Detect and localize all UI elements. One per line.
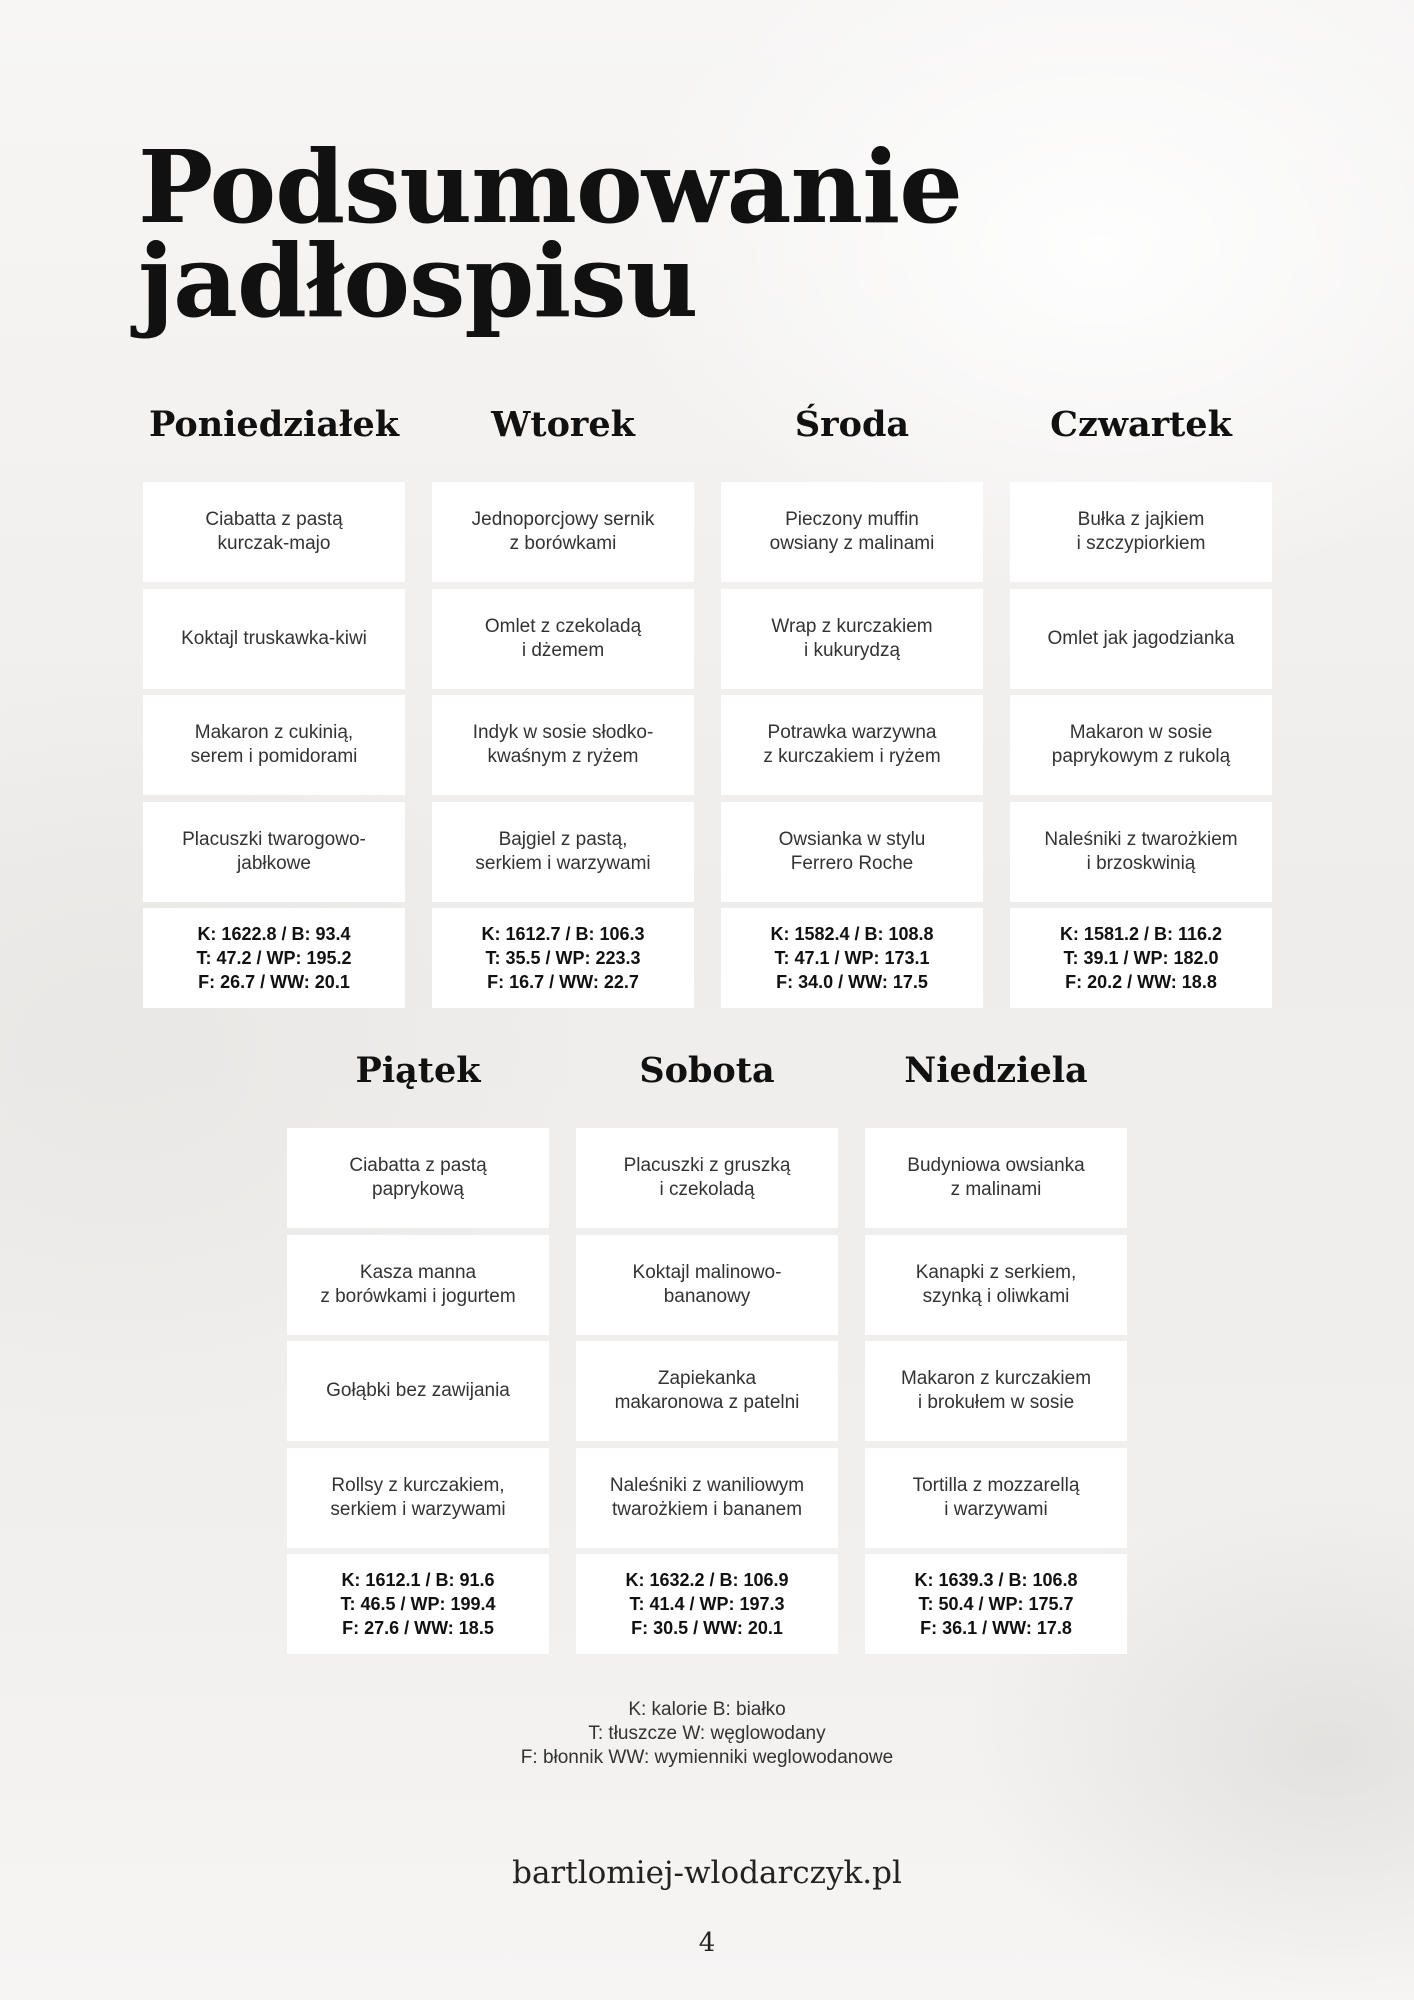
legend-line: K: kalorie B: białko — [628, 1699, 786, 1720]
day-column-friday — [287, 1036, 549, 1661]
meal-cell — [721, 482, 983, 582]
page-title-line-2: jadłospisu — [138, 222, 698, 340]
meal-label: Potrawka warzywna z kurczakiem i ryżem — [763, 722, 941, 767]
meal-label: Koktajl truskawka-kiwi — [181, 627, 367, 649]
nutrition-summary-cell — [865, 1554, 1127, 1654]
meal-cell — [432, 482, 694, 582]
nutrition-summary-cell — [432, 908, 694, 1008]
meal-label: Koktajl malinowo- bananowy — [632, 1261, 782, 1307]
meal-cell — [1010, 482, 1272, 582]
day-name: Sobota — [639, 1050, 775, 1091]
nutrition-summary: K: 1622.8 / B: 93.4 T: 47.2 / WP: 195.2 F: 26.7 / WW: 20.1 — [196, 924, 352, 992]
day-name: Środa — [794, 404, 910, 445]
meal-cell — [721, 589, 983, 689]
meal-label: Kanapki z serkiem, szynką i oliwkami — [915, 1261, 1077, 1307]
day-column-wednesday — [721, 390, 983, 1015]
day-column-saturday — [576, 1036, 838, 1661]
meal-label: Naleśniki z waniliowym twarożkiem i bananem — [609, 1474, 805, 1520]
meal-cell — [576, 1341, 838, 1441]
meal-label: Makaron w sosie paprykowym z rukolą — [1051, 722, 1231, 767]
meal-cell — [1010, 695, 1272, 795]
meal-label: Bułka z jajkiem i szczypiorkiem — [1076, 509, 1206, 554]
meal-cell — [865, 1128, 1127, 1228]
meal-label: Budyniowa owsianka z malinami — [907, 1155, 1085, 1200]
meal-cell — [432, 802, 694, 902]
meal-label: Ciabatta z pastą paprykową — [349, 1155, 487, 1200]
meal-label: Omlet jak jagodzianka — [1047, 627, 1235, 649]
meal-label: Naleśniki z twarożkiem i brzoskwinią — [1044, 828, 1238, 874]
meal-cell — [576, 1235, 838, 1335]
meal-label: Zapiekanka makaronowa z patelni — [614, 1368, 800, 1413]
meal-cell — [287, 1235, 549, 1335]
meal-label: Kasza manna z borówkami i jogurtem — [320, 1261, 516, 1307]
meal-label: Owsianka w stylu Ferrero Roche — [778, 828, 926, 874]
meal-cell — [1010, 589, 1272, 689]
nutrition-summary-cell — [287, 1554, 549, 1654]
day-column-monday — [143, 390, 405, 1015]
nutrition-summary: K: 1612.7 / B: 106.3 T: 35.5 / WP: 223.3 F: 16.7 / WW: 22.7 — [481, 924, 645, 992]
meal-cell — [1010, 802, 1272, 902]
meal-cell — [143, 482, 405, 582]
meal-cell — [287, 1448, 549, 1548]
meal-label: Tortilla z mozzarellą i warzywami — [912, 1474, 1080, 1520]
meal-label: Ciabatta z pastą kurczak-majo — [205, 509, 343, 554]
day-name: Czwartek — [1050, 404, 1232, 445]
meal-label: Wrap z kurczakiem i kukurydzą — [771, 615, 933, 661]
day-name: Piątek — [355, 1050, 481, 1091]
nutrition-summary: K: 1612.1 / B: 91.6 T: 46.5 / WP: 199.4 F: 27.6 / WW: 18.5 — [340, 1570, 496, 1638]
meal-cell — [865, 1341, 1127, 1441]
meal-cell — [143, 695, 405, 795]
meal-label: Makaron z cukinią, serem i pomidorami — [190, 722, 358, 767]
nutrition-summary: K: 1632.2 / B: 106.9 T: 41.4 / WP: 197.3 F: 30.5 / WW: 20.1 — [625, 1570, 789, 1638]
nutrition-summary: K: 1581.2 / B: 116.2 T: 39.1 / WP: 182.0 F: 20.2 / WW: 18.8 — [1059, 924, 1223, 992]
meal-cell — [287, 1341, 549, 1441]
page-title-line-1: Podsumowanie — [138, 128, 962, 246]
legend-line: T: tłuszcze W: węglowodany — [588, 1723, 826, 1744]
meal-label: Pieczony muffin owsiany z malinami — [769, 509, 935, 554]
meal-cell — [432, 695, 694, 795]
meal-label: Makaron z kurczakiem i brokułem w sosie — [900, 1368, 1092, 1413]
meal-cell — [576, 1448, 838, 1548]
day-column-sunday — [865, 1036, 1127, 1661]
nutrition-summary-cell — [721, 908, 983, 1008]
day-name: Niedziela — [904, 1050, 1088, 1091]
nutrition-summary-cell — [576, 1554, 838, 1654]
nutrition-summary-cell — [1010, 908, 1272, 1008]
meal-cell — [432, 589, 694, 689]
meal-cell — [865, 1448, 1127, 1548]
meal-label: Rollsy z kurczakiem, serkiem i warzywami — [330, 1474, 506, 1520]
meal-label: Indyk w sosie słodko- kwaśnym z ryżem — [472, 722, 654, 767]
nutrition-summary: K: 1639.3 / B: 106.8 T: 50.4 / WP: 175.7 F: 36.1 / WW: 17.8 — [914, 1570, 1078, 1638]
page-title — [138, 128, 962, 340]
meal-cell — [865, 1235, 1127, 1335]
meal-cell — [143, 802, 405, 902]
day-name: Wtorek — [491, 404, 635, 445]
meal-label: Placuszki twarogowo- jabłkowe — [182, 828, 366, 874]
meal-cell — [721, 695, 983, 795]
meal-label: Placuszki z gruszką i czekoladą — [623, 1155, 791, 1200]
page-number: 4 — [698, 1928, 716, 1958]
abbreviation-legend — [0, 1698, 1414, 1770]
meal-label: Gołąbki bez zawijania — [326, 1380, 510, 1401]
meal-label: Bajgiel z pastą, serkiem i warzywami — [475, 828, 651, 874]
legend-line: F: błonnik WW: wymienniki weglowodanowe — [520, 1747, 894, 1768]
meal-label: Omlet z czekoladą i dżemem — [484, 615, 642, 661]
nutrition-summary: K: 1582.4 / B: 108.8 T: 47.1 / WP: 173.1 F: 34.0 / WW: 17.5 — [770, 924, 934, 992]
meal-cell — [721, 802, 983, 902]
meal-cell — [143, 589, 405, 689]
website-footer: bartlomiej-wlodarczyk.pl — [512, 1855, 902, 1891]
nutrition-summary-cell — [143, 908, 405, 1008]
day-name: Poniedziałek — [148, 404, 400, 445]
day-column-tuesday — [432, 390, 694, 1015]
meal-cell — [287, 1128, 549, 1228]
meal-label: Jednoporcjowy sernik z borówkami — [471, 509, 655, 554]
day-column-thursday — [1010, 390, 1272, 1015]
meal-cell — [576, 1128, 838, 1228]
